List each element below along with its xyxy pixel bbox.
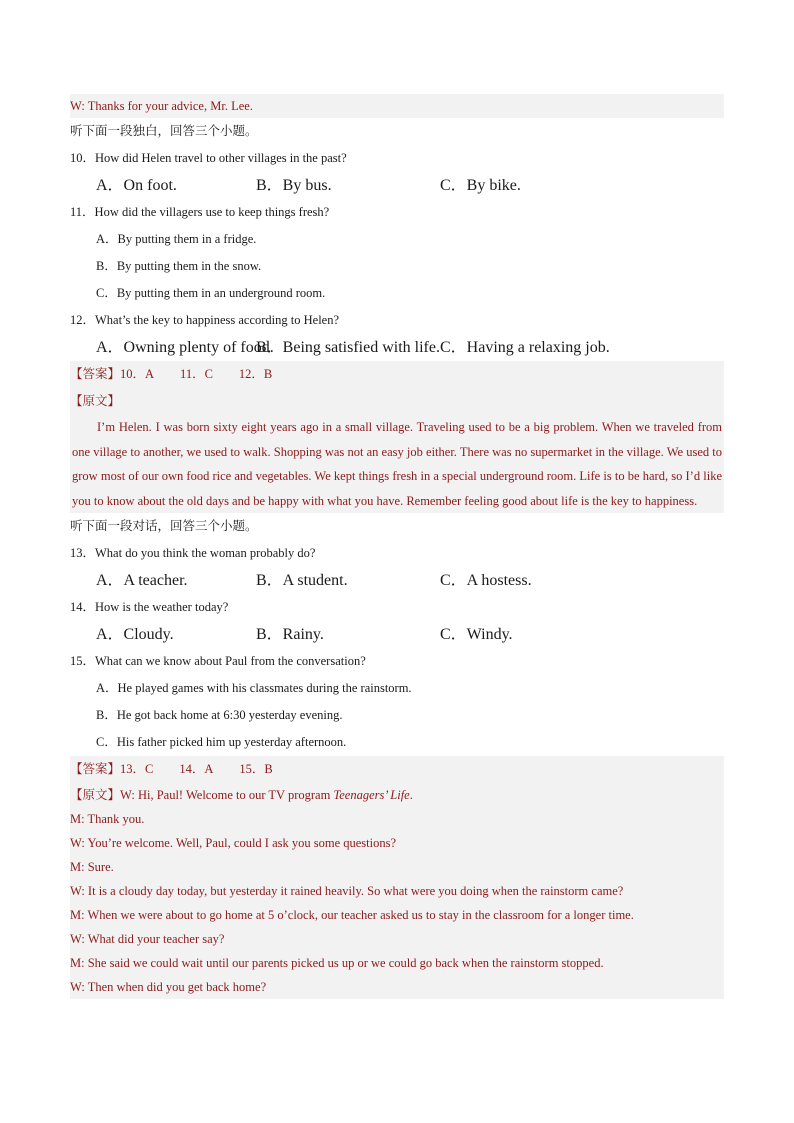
question-12-options [70, 334, 724, 361]
option-c: C．His father picked him up yesterday afternoon. [96, 735, 347, 749]
transcript-text: I’m Helen. I was born sixty eight years ago in a small village. Traveling used to be a big problem. When we traveled from one village to another, we used to walk. Shopping was not an easy job either. There was no supermarket in the village. We used to grow most of our own food rice and vegetables. We kept things fresh in a special underground room. Life is to be hard, so I’d like you to know about the old days and be happy with what you have. Remember feeling good about life is the key to happiness. [72, 420, 722, 508]
question-14-options [70, 621, 724, 648]
option-a: A．Owning plenty of food. [96, 339, 274, 356]
answer-11: 11．C [180, 367, 213, 381]
answer-line [70, 756, 724, 783]
option-c: C．Having a relaxing job. [440, 339, 610, 356]
question-15: 15．What can we know about Paul from the conversation? [70, 654, 366, 668]
option-a: A．On foot. [96, 177, 177, 194]
answer-line [70, 361, 724, 388]
option-b: B．He got back home at 6:30 yesterday evening. [96, 708, 343, 722]
dialogue-line: M: When we were about to go home at 5 o’clock, our teacher asked us to stay in the classroom for a longer time. [70, 908, 634, 922]
question-11: 11．How did the villagers use to keep things fresh? [70, 205, 330, 219]
transcript-label: 【原文】 [70, 788, 121, 802]
document-page [70, 94, 724, 999]
dialogue-line-first [70, 783, 724, 807]
answer-12: 12．B [238, 367, 273, 381]
transcript-label: 【原文】 [70, 394, 121, 408]
question-13: 13．What do you think the woman probably do? [70, 546, 316, 560]
option-a: A．A teacher. [96, 572, 188, 589]
question-10-options [70, 172, 724, 199]
answer-block-2 [70, 756, 724, 999]
option-c: C．By bike. [440, 177, 521, 194]
answer-10: 10．A [120, 367, 155, 381]
program-title: Teenagers’ Life [333, 788, 410, 802]
option-b: B．By putting them in the snow. [96, 259, 262, 273]
dialogue-line: M: Sure. [70, 860, 114, 874]
dialogue-text: W: Hi, Paul! Welcome to our TV program [120, 788, 334, 802]
answer-block-1 [70, 361, 724, 513]
option-c: C．A hostess. [440, 572, 532, 589]
dialogue-punct: . [409, 788, 413, 802]
dialogue-line: W: What did your teacher say? [70, 932, 225, 946]
answer-15: 15．B [239, 762, 273, 776]
option-a: A．Cloudy. [96, 626, 174, 643]
dialogue-line: M: She said we could wait until our parents picked us up or we could go back when the rainstorm stopped. [70, 956, 604, 970]
option-b: B．A student. [256, 572, 348, 589]
option-c: C．Windy. [440, 626, 513, 643]
question-13-options [70, 567, 724, 594]
option-b: B．Being satisfied with life. [256, 339, 440, 356]
dialogue-line: W: Then when did you get back home? [70, 980, 267, 994]
option-a: A．By putting them in a fridge. [96, 232, 257, 246]
answer-label: 【答案】 [70, 367, 121, 381]
option-b: B．By bus. [256, 177, 332, 194]
dialogue-line: W: It is a cloudy day today, but yesterday it rained heavily. So what were you doing when the rainstorm came? [70, 884, 624, 898]
question-14: 14．How is the weather today? [70, 600, 229, 614]
option-b: B．Rainy. [256, 626, 324, 643]
dialogue-line: W: Thanks for your advice, Mr. Lee. [70, 94, 724, 118]
question-12: 12．What’s the key to happiness according to Helen? [70, 313, 340, 327]
dialogue-line: M: Thank you. [70, 812, 145, 826]
dialogue-line: W: You’re welcome. Well, Paul, could I ask you some questions? [70, 836, 397, 850]
answer-14: 14．A [179, 762, 214, 776]
answer-13: 13．C [120, 762, 154, 776]
option-a: A．He played games with his classmates during the rainstorm. [96, 681, 412, 695]
answer-label: 【答案】 [70, 762, 121, 776]
option-c: C．By putting them in an underground room. [96, 286, 326, 300]
section-heading: 听下面一段独白，回答三个小题。 [70, 124, 258, 138]
question-10: 10．How did Helen travel to other villages in the past? [70, 151, 347, 165]
section-heading: 听下面一段对话，回答三个小题。 [70, 519, 258, 533]
